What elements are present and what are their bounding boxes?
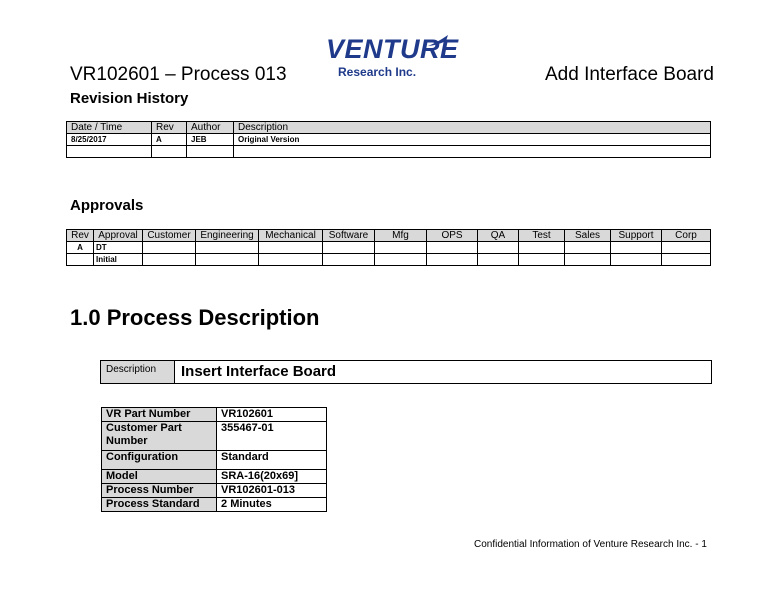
column-header: Test [519,230,565,242]
table-cell [234,146,711,158]
info-value: VR102601-013 [217,484,327,498]
table-cell [519,254,565,266]
table-cell [611,242,662,254]
table-row [102,470,327,484]
table-cell [259,254,323,266]
info-value: 2 Minutes [217,498,327,512]
table-cell [427,242,478,254]
column-header: OPS [427,230,478,242]
table-cell: Original Version [234,134,711,146]
table-cell [427,254,478,266]
logo-swoosh-icon [426,34,450,48]
column-header: Description [234,122,711,134]
revision-history-heading: Revision History [70,90,189,107]
table-row [67,146,711,158]
table-cell [187,146,234,158]
approvals-table [66,229,711,266]
table-cell [519,242,565,254]
info-key: Customer Part Number [102,422,217,451]
column-header: Rev [152,122,187,134]
table-cell [478,242,519,254]
table-cell [375,242,427,254]
company-logo-subtitle: Research Inc. [338,65,417,79]
table-cell [67,254,94,266]
column-header: Mechanical [259,230,323,242]
column-header: Support [611,230,662,242]
column-header: QA [478,230,519,242]
info-key: Model [102,470,217,484]
table-header-row [67,230,711,242]
table-row [102,498,327,512]
table-cell [375,254,427,266]
info-key: Process Standard [102,498,217,512]
table-cell: Initial [94,254,143,266]
description-box [100,360,712,384]
company-logo-wordmark: VENTURE [326,34,459,64]
table-cell [662,254,711,266]
info-key: Configuration [102,451,217,470]
document-subject: Add Interface Board [545,64,714,85]
table-row [67,254,711,266]
column-header: Rev [67,230,94,242]
table-row [67,242,711,254]
column-header: Customer [143,230,196,242]
column-header: Date / Time [67,122,152,134]
table-cell: 8/25/2017 [67,134,152,146]
table-cell [143,254,196,266]
column-header: Engineering [196,230,259,242]
table-cell: A [67,242,94,254]
column-header: Mfg [375,230,427,242]
table-row [67,134,711,146]
table-cell [478,254,519,266]
table-cell: A [152,134,187,146]
description-value: Insert Interface Board [181,363,337,380]
column-header: Approval [94,230,143,242]
table-cell: JEB [187,134,234,146]
description-label: Description [101,361,175,383]
page-footer: Confidential Information of Venture Research Inc. - 1 [474,539,707,550]
table-cell: DT [94,242,143,254]
table-cell [611,254,662,266]
table-cell [565,242,611,254]
table-cell [152,146,187,158]
table-cell [662,242,711,254]
table-cell [323,254,375,266]
table-row [102,484,327,498]
table-cell [323,242,375,254]
process-description-heading: 1.0 Process Description [70,305,320,330]
column-header: Software [323,230,375,242]
info-value: 355467-01 [217,422,327,451]
info-key: Process Number [102,484,217,498]
table-row [102,408,327,422]
info-value: SRA-16(20x69] [217,470,327,484]
column-header: Sales [565,230,611,242]
table-cell [196,242,259,254]
table-cell [143,242,196,254]
process-info-table [101,407,327,512]
table-row [102,451,327,470]
column-header: Corp [662,230,711,242]
table-cell [67,146,152,158]
revision-history-table [66,121,711,158]
info-key: VR Part Number [102,408,217,422]
table-header-row [67,122,711,134]
info-value: VR102601 [217,408,327,422]
table-cell [196,254,259,266]
document-title: VR102601 – Process 013 [70,64,287,85]
approvals-heading: Approvals [70,197,144,214]
table-cell [565,254,611,266]
info-value: Standard [217,451,327,470]
column-header: Author [187,122,234,134]
table-cell [259,242,323,254]
table-row [102,422,327,451]
